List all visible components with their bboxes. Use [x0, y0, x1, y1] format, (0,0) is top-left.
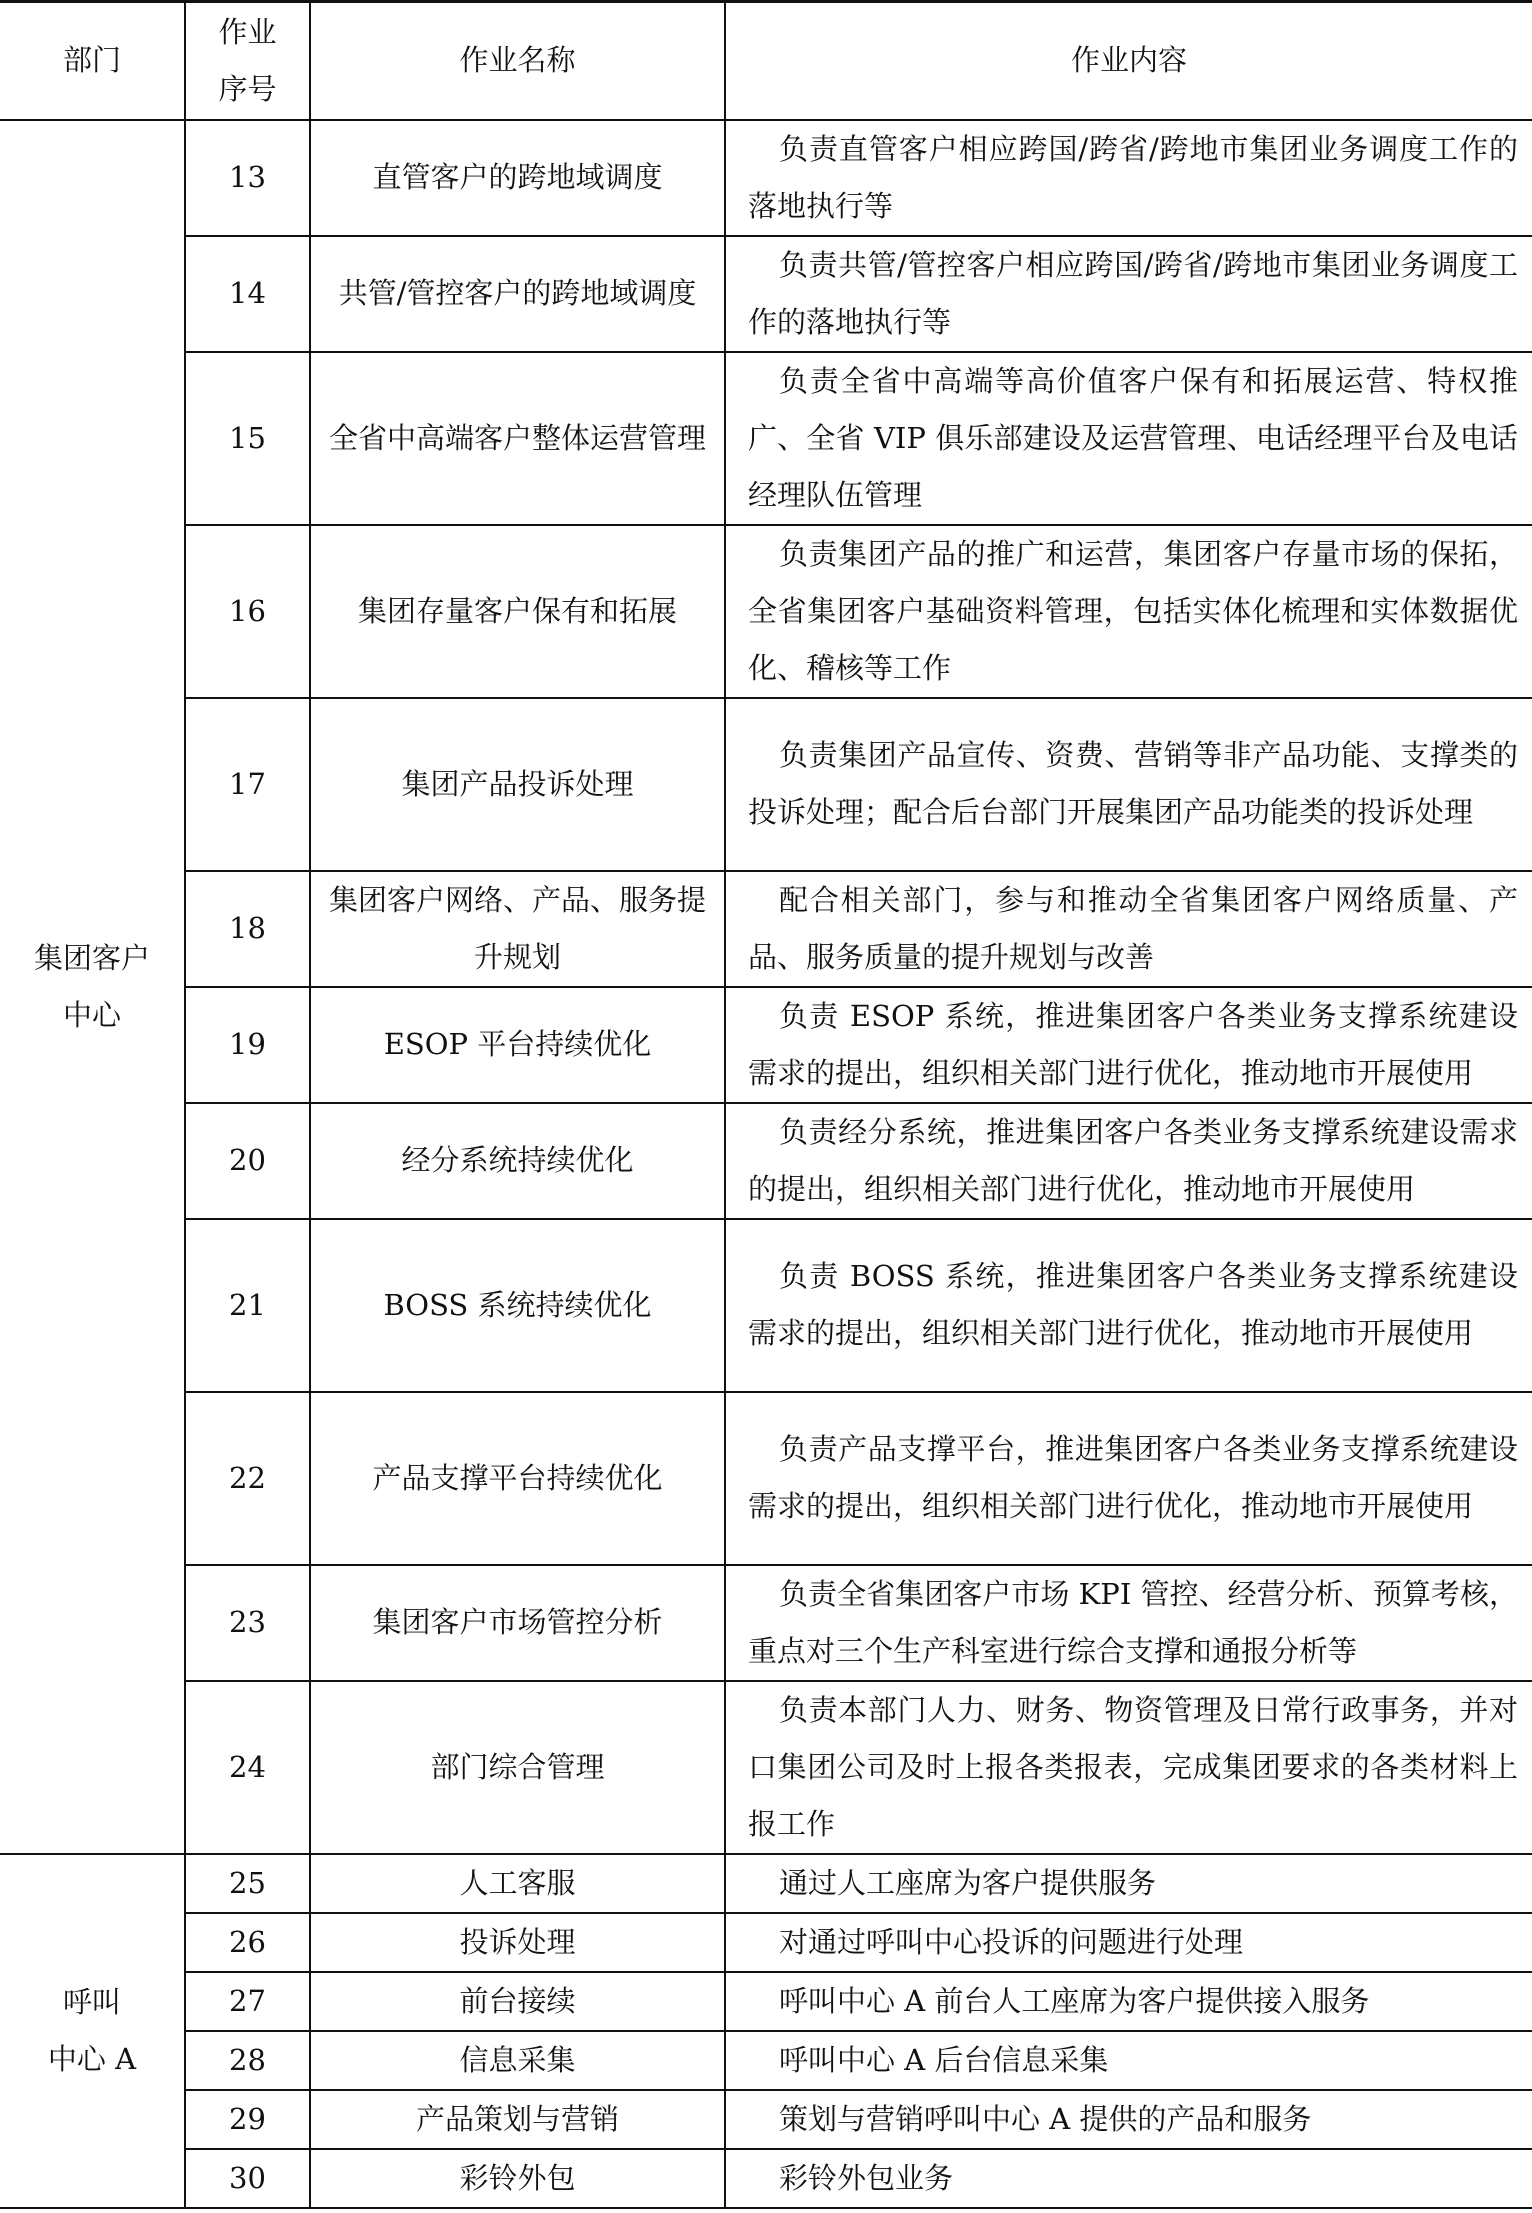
row-content: 负责经分系统，推进集团客户各类业务支撑系统建设需求的提出，组织相关部门进行优化，推动地市开展使用 — [748, 1114, 1518, 1206]
row-name: 共管/管控客户的跨地域调度 — [310, 236, 725, 352]
row-name: 彩铃外包 — [310, 2149, 725, 2208]
row-content: 负责 BOSS 系统，推进集团客户各类业务支撑系统建设需求的提出，组织相关部门进行优化，推动地市开展使用 — [748, 1259, 1518, 1350]
table-row — [0, 1219, 1532, 1392]
row-num: 27 — [185, 1972, 310, 2031]
row-content-cell — [725, 2090, 1532, 2149]
row-num: 26 — [185, 1913, 310, 1972]
row-content: 负责集团产品的推广和运营，集团客户存量市场的保拓，全省集团客户基础资料管理，包括实体化梳理和实体数据优化、稽核等工作 — [748, 536, 1518, 685]
row-num: 18 — [185, 871, 310, 987]
row-name: 全省中高端客户整体运营管理 — [310, 352, 725, 525]
row-content-cell — [725, 120, 1532, 236]
row-content: 负责共管/管控客户相应跨国/跨省/跨地市集团业务调度工作的落地执行等 — [748, 247, 1518, 339]
dept-line2: 中心 — [62, 997, 121, 1032]
row-num: 23 — [185, 1565, 310, 1681]
row-content: 负责本部门人力、财务、物资管理及日常行政事务，并对口集团公司及时上报各类报表，完成集团要求的各类材料上报工作 — [748, 1692, 1518, 1841]
table-row — [0, 1565, 1532, 1681]
table-row — [0, 871, 1532, 987]
table-row — [0, 1392, 1532, 1565]
row-content-cell — [725, 987, 1532, 1103]
row-name: 投诉处理 — [310, 1913, 725, 1972]
row-name: 产品策划与营销 — [310, 2090, 725, 2149]
table-row — [0, 1103, 1532, 1219]
header-num-line2: 序号 — [218, 71, 277, 106]
row-content: 通过人工座席为客户提供服务 — [779, 1865, 1157, 1900]
table-row — [0, 1913, 1532, 1972]
row-content: 配合相关部门，参与和推动全省集团客户网络质量、产品、服务质量的提升规划与改善 — [748, 882, 1518, 974]
row-num: 21 — [185, 1219, 310, 1392]
row-num: 17 — [185, 698, 310, 871]
row-num: 20 — [185, 1103, 310, 1219]
header-num — [185, 2, 310, 120]
row-content-cell — [725, 1219, 1532, 1392]
table-row — [0, 352, 1532, 525]
row-num: 14 — [185, 236, 310, 352]
row-content-cell — [725, 698, 1532, 871]
row-content-cell — [725, 236, 1532, 352]
table-row — [0, 2090, 1532, 2149]
row-name: 信息采集 — [310, 2031, 725, 2090]
dept-cell-group-0 — [0, 120, 185, 1854]
table-row — [0, 1681, 1532, 1854]
header-dept: 部门 — [0, 2, 185, 120]
row-name: 人工客服 — [310, 1854, 725, 1913]
row-num: 28 — [185, 2031, 310, 2090]
row-content-cell — [725, 352, 1532, 525]
row-content-cell — [725, 1103, 1532, 1219]
row-content: 呼叫中心 A 后台信息采集 — [779, 2042, 1109, 2077]
dept-line1: 集团客户 — [33, 940, 150, 975]
row-name: 集团存量客户保有和拓展 — [310, 525, 725, 698]
row-num: 24 — [185, 1681, 310, 1854]
table-row — [0, 525, 1532, 698]
row-name: 经分系统持续优化 — [310, 1103, 725, 1219]
dept-cell-group-1 — [0, 1854, 185, 2208]
row-name: BOSS 系统持续优化 — [310, 1219, 725, 1392]
table-row — [0, 2031, 1532, 2090]
row-content: 策划与营销呼叫中心 A 提供的产品和服务 — [779, 2101, 1312, 2136]
table-row — [0, 1854, 1532, 1913]
row-content: 负责直管客户相应跨国/跨省/跨地市集团业务调度工作的落地执行等 — [748, 131, 1518, 223]
row-content-cell — [725, 2031, 1532, 2090]
table-row — [0, 2149, 1532, 2208]
row-content: 负责产品支撑平台，推进集团客户各类业务支撑系统建设需求的提出，组织相关部门进行优化，推动地市开展使用 — [748, 1432, 1518, 1523]
row-num: 25 — [185, 1854, 310, 1913]
row-name: 部门综合管理 — [310, 1681, 725, 1854]
row-content: 负责 ESOP 系统，推进集团客户各类业务支撑系统建设需求的提出，组织相关部门进行优化，推动地市开展使用 — [748, 998, 1518, 1090]
row-content-cell — [725, 1392, 1532, 1565]
header-content: 作业内容 — [725, 2, 1532, 120]
row-name: 集团产品投诉处理 — [310, 698, 725, 871]
row-content: 负责全省集团客户市场 KPI 管控、经营分析、预算考核，重点对三个生产科室进行综合支撑和通报分析等 — [748, 1576, 1518, 1668]
row-name: 前台接续 — [310, 1972, 725, 2031]
row-num: 29 — [185, 2090, 310, 2149]
table-header-row — [0, 2, 1532, 120]
dept-line1: 呼叫 — [62, 1984, 121, 2019]
row-num: 15 — [185, 352, 310, 525]
row-name: ESOP 平台持续优化 — [310, 987, 725, 1103]
row-content: 呼叫中心 A 前台人工座席为客户提供接入服务 — [779, 1983, 1370, 2018]
row-content: 负责集团产品宣传、资费、营销等非产品功能、支撑类的投诉处理；配合后台部门开展集团产品功能类的投诉处理 — [748, 738, 1518, 829]
row-name: 产品支撑平台持续优化 — [310, 1392, 725, 1565]
row-num: 13 — [185, 120, 310, 236]
row-content: 彩铃外包业务 — [779, 2160, 954, 2195]
table-row — [0, 236, 1532, 352]
dept-line2: 中心 A — [47, 2041, 137, 2076]
row-content-cell — [725, 1565, 1532, 1681]
row-content-cell — [725, 1681, 1532, 1854]
row-num: 19 — [185, 987, 310, 1103]
row-content-cell — [725, 1854, 1532, 1913]
row-name: 集团客户网络、产品、服务提升规划 — [310, 871, 725, 987]
row-content-cell — [725, 1913, 1532, 1972]
row-content-cell — [725, 1972, 1532, 2031]
table-row — [0, 698, 1532, 871]
row-content: 负责全省中高端等高价值客户保有和拓展运营、特权推广、全省 VIP 俱乐部建设及运营管理、电话经理平台及电话经理队伍管理 — [748, 363, 1518, 512]
row-content-cell — [725, 2149, 1532, 2208]
header-name: 作业名称 — [310, 2, 725, 120]
row-name: 直管客户的跨地域调度 — [310, 120, 725, 236]
table-row — [0, 987, 1532, 1103]
row-content-cell — [725, 525, 1532, 698]
row-num: 30 — [185, 2149, 310, 2208]
header-num-line1: 作业 — [218, 14, 277, 49]
row-num: 22 — [185, 1392, 310, 1565]
row-content-cell — [725, 871, 1532, 987]
table-row — [0, 120, 1532, 236]
table-row — [0, 1972, 1532, 2031]
row-content: 对通过呼叫中心投诉的问题进行处理 — [779, 1924, 1244, 1959]
row-name: 集团客户市场管控分析 — [310, 1565, 725, 1681]
row-num: 16 — [185, 525, 310, 698]
